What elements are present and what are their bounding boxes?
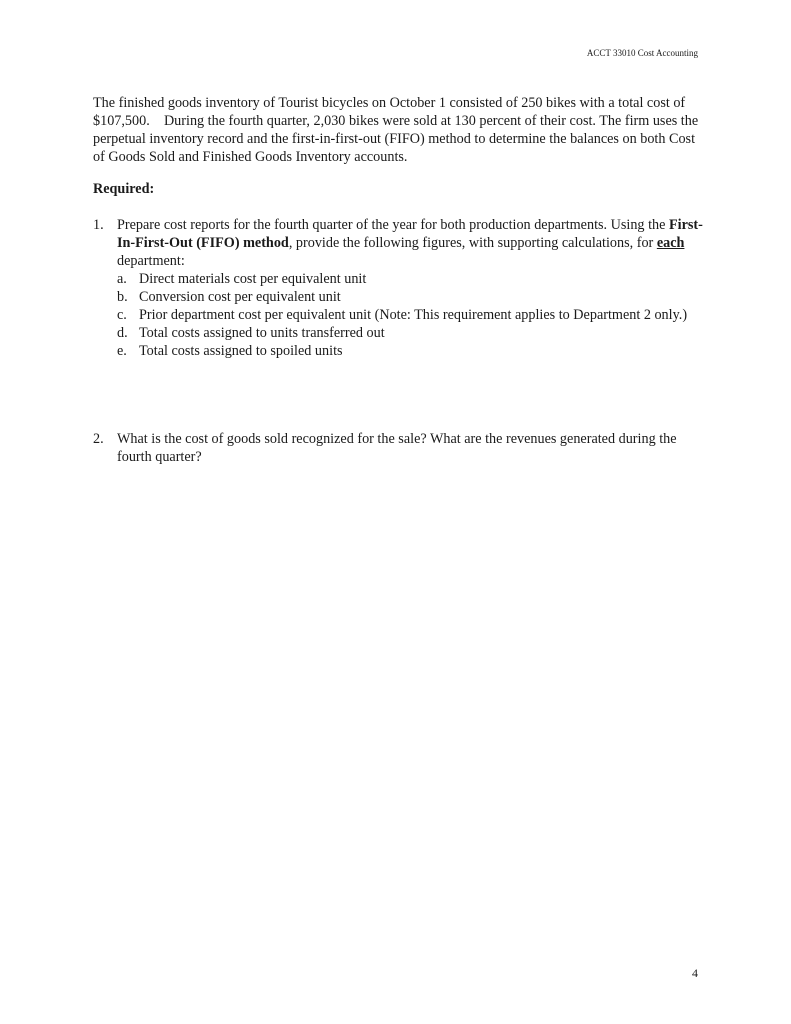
question-1-text-before: Prepare cost reports for the fourth quarter of the year for both production departments. Using the <box>117 217 669 233</box>
question-1-sublist <box>117 270 703 360</box>
page-number: 4 <box>692 966 698 980</box>
sub-item-letter: a. <box>117 271 127 287</box>
requirement-1 <box>93 216 703 360</box>
question-1 <box>93 216 703 360</box>
sub-item-d <box>117 324 703 342</box>
sub-item-letter: d. <box>117 325 128 341</box>
sub-item-text: Conversion cost per equivalent unit <box>139 289 341 305</box>
question-1-number: 1. <box>93 217 104 233</box>
question-1-text-after: , provide the following figures, with supporting calculations, for <box>288 235 657 251</box>
question-2-number: 2. <box>93 431 104 447</box>
sub-item-text: Total costs assigned to units transferred out <box>139 325 385 341</box>
intro-paragraph <box>93 94 703 166</box>
sub-item-letter: b. <box>117 289 128 305</box>
question-1-text-end: department: <box>117 253 185 269</box>
requirement-2 <box>93 430 703 466</box>
fifo-method-bold: First-In-First-Out (FIFO) method <box>117 217 703 251</box>
sub-item-e <box>117 342 703 360</box>
question-2-text: What is the cost of goods sold recognized for the sale? What are the revenues generated during the fourth quarter? <box>117 431 677 465</box>
question-2 <box>93 430 703 466</box>
sub-item-b <box>117 288 703 306</box>
sub-item-letter: e. <box>117 343 127 359</box>
each-underlined: each <box>656 235 685 251</box>
sub-item-text: Total costs assigned to spoiled units <box>139 343 343 359</box>
sub-item-text: Direct materials cost per equivalent unit <box>139 271 367 287</box>
sub-item-letter: c. <box>117 307 127 323</box>
sub-item-a <box>117 270 703 288</box>
intro-text: The finished goods inventory of Tourist bicycles on October 1 consisted of 250 bikes with a total cost of $107,500. During the fourth quarter, 2,030 bikes were sold at 130 percent of their cost. The firm uses the perpetual inventory record and the first-in-first-out (FIFO) method to determine the balances on both Cost of Goods Sold and Finished Goods Inventory accounts. <box>93 95 702 165</box>
required-heading: Required: <box>93 181 155 197</box>
sub-item-c <box>117 306 703 324</box>
page-header: ACCT 33010 Cost Accounting <box>586 48 698 58</box>
sub-item-text: Prior department cost per equivalent unit (Note: This requirement applies to Department 2 only.) <box>139 307 688 323</box>
